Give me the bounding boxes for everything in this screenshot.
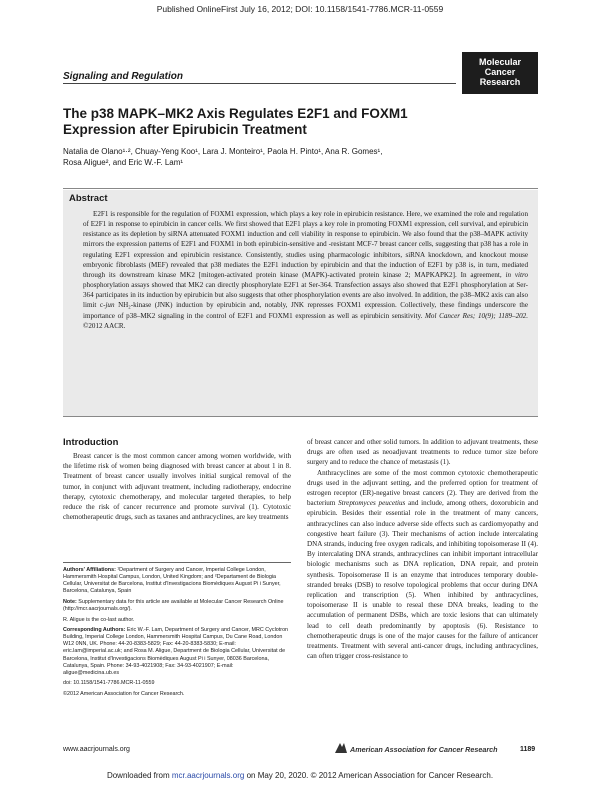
footnote-rule xyxy=(63,562,291,563)
supplementary-note: Note: Supplementary data for this article are available at Molecular Cancer Research Online (http://mcr.aacrjournals.org/). xyxy=(63,598,284,612)
journal-name-line: Cancer xyxy=(484,67,516,77)
download-link[interactable]: mcr.aacrjournals.org xyxy=(171,771,245,780)
footer-url[interactable]: www.aacrjournals.org xyxy=(63,746,130,753)
author-line: Rosa Aligue², and Eric W.-F. Lam¹ xyxy=(63,158,184,167)
abstract-italic: jun xyxy=(105,301,115,310)
abstract-segment: E2F1 is responsible for the regulation of FOXM1 expression, which plays a key role in epirubicin resistance. Here, we examined the role and regulation of E2F1 in response to epirubicin in cancer cells. We first showed that E2F1 plays a key role in promoting FOXM1 expression, cell survival, and epirubicin resistance as its depletion by siRNA attenuated FOXM1 induction and cell viability in response to epirubicin. We also found that the p38–MAPK activity mirrors the expression patterns of E2F1 and FOXM1 in both epirubicin-sensitive and -resistant MCF-7 breast cancer cells, suggesting that p38 has a role in regulating E2F1 expression and epirubicin resistance. Consistently, studies using pharmacologic inhibitors, siRNA knockdown, and knockout mouse embryonic fibroblasts (MEF) revealed that p38 mediates the E2F1 induction by epirubicin and that the induction of E2F1 by p38 is, in turn, mediated through its downstream kinase MK2 [mitogen-activated protein kinase (MAPK)-activated protein kinase 2; MAPKAPK2]. In agreement, xyxy=(83,210,528,279)
author-line: Natalia de Olano¹·², Chuay-Yeng Koo¹, Lara J. Monteiro¹, Paola H. Pinto¹, Ana R. Gomes¹, xyxy=(63,147,383,156)
aacr-logo-icon xyxy=(334,742,348,754)
author-list xyxy=(63,146,503,168)
right-paragraph: of breast cancer and other solid tumors. In addition to adjuvant treatments, these drugs are often used as neoadjuvant treatments to reduce tumor size before surgery and to reduce the chance of metastasis (1). xyxy=(307,438,538,467)
journal-name-line: Research xyxy=(479,77,521,87)
aacr-footer-name: American Association for Cancer Research xyxy=(350,745,498,754)
section-label: Signaling and Regulation xyxy=(63,71,183,82)
doi-line: doi: 10.1158/1541-7786.MCR-11-0559 xyxy=(63,680,155,687)
copyright-line: ©2012 American Association for Cancer Research. xyxy=(63,690,185,697)
page-number: 1189 xyxy=(520,746,536,753)
affiliations-footnote xyxy=(63,567,291,702)
abstract-copyright: ©2012 AACR. xyxy=(83,321,126,330)
abstract-segment: NH₂-kinase (JNK) induction by epirubicin and, notably, JNK represses FOXM1 expression. Collectively, these findings underscore the importance of p38–MK2 signaling in the control of E2F1 and FOXM1 expression as well as epirubicin sensitivity. xyxy=(83,301,529,320)
authors-affiliations: Authors' Affiliations: ¹Department of Surgery and Cancer, Imperial College London, Hammersmith Hospital Campus, London, United Kingdom; and ²Departament de Biologia Cellular, Universitat de Barcelona, Institut d'Investigacions Biomèdiques August Pi i Sunyer, Barcelona, Catalunya, Spain xyxy=(63,567,281,595)
right-paragraph: Anthracyclines are some of the most common cytotoxic chemotherapeutic drugs used in the adjuvant setting, and the preferred option for treatment of estrogen receptor (ER)-negative breast cancers (2). They are derived from the bacterium Streptomyces peucetius and include, among others, doxorubicin and epirubicin. Besides their essential role in the treatment of many cancers, anthracyclines can also induce adverse side effects such as cardiomyopathy and congestive heart failure (3). Their mechanisms of action include intercalating DNA strands, inducing free oxygen radicals, and inhibiting topoisomerase II (4). By intercalating DNA strands, anthracyclines can inhibit important intracellular biologic mechanisms such as DNA replication, DNA repair, and protein synthesis. Topoisomerase II is an enzyme that introduces temporary double-stranded breaks (DSB) to resolve topological problems that occur during DNA replication and transcription (5). When inhibited by anthracyclines, topoisomerase II is unable to reseal these DNA breaks, leading to the accumulation of permanent DSBs, which are toxic lesions that can ultimately lead to cell death predominantly by apoptosis (6). Resistance to chemotherapeutic drugs is one of the major causes for the failure of anticancer treatments. Treatment with several anti-cancer drugs, including anthracyclines, can often trigger cross-resistance to xyxy=(307,468,538,661)
introduction-heading: Introduction xyxy=(63,437,119,448)
corresponding-authors: Corresponding Authors: Eric W.-F. Lam, Department of Surgery and Cancer, MRC Cyclotron Building, Imperial College London, Hammersmith Hospital Campus, Du Cane Road, London W12 0NN, UK. Phone: 44-20-8383-5829; Fax: 44-20-8383-5830; E-mail: eric.lam@imperial.ac.uk; and Rosa M. Aligue, Department de Biologia Cellular, Universitat de Barcelona, Institut d'Investigacions Biomèdiques August Pi i Sunyer, 08036 Barcelona, Catalunya, Spain. Phone: 34-93-4021908; Fax: 34-93-4021907; E-mail: aligue@medicina.ub.es xyxy=(63,627,289,676)
introduction-paragraph: Breast cancer is the most common cancer among women worldwide, with the lifetime risk of women being diagnosed with breast cancer at about 1 in 8. Treatment of breast cancer usually involves initial surgical removal of the tumor, in conjunct with adjuvant treatment, including radiotherapy, endocrine therapy, cytotoxic chemotherapy, and molecular targeted therapies, to help reduce the risk of cancer recurrence and promote survival (1). Cytotoxic chemotherapeutic drugs, such as taxanes and anthracyclines, are key treatments xyxy=(63,452,291,522)
abstract-citation: Mol Cancer Res; 10(9); 1189–202. xyxy=(425,311,529,320)
abstract-italic: in vitro xyxy=(505,270,528,279)
right-column xyxy=(307,437,538,661)
abstract-top-rule xyxy=(63,188,538,189)
abstract-text xyxy=(83,209,528,331)
co-author-note: R. Aligue is the co-last author. xyxy=(63,616,135,623)
published-banner: Published OnlineFirst July 16, 2012; DOI: 10.1158/1541-7786.MCR-11-0559 xyxy=(156,4,444,14)
abstract-segment: phosphorylation assays showed that MK2 can directly phosphorylate E2F1 at Ser-364. Transfection assays also showed that E2F1 phosphorylation at Ser-364 participates in its induction by epirubicin but also suggests that other phosphorylation events are also involved. In addition, the p38–MK2 axis can also limit c- xyxy=(83,281,528,310)
abstract-bottom-rule xyxy=(63,416,538,417)
download-banner: Downloaded from mcr.aacrjournals.org on May 20, 2020. © 2012 American Association for Cancer Research. xyxy=(106,771,494,780)
abstract-heading: Abstract xyxy=(69,193,108,204)
header-rule xyxy=(63,83,456,84)
article-title: The p38 MAPK–MK2 Axis Regulates E2F1 and FOXM1 Expression after Epirubicin Treatment xyxy=(63,106,408,137)
journal-logo-box xyxy=(462,52,538,94)
journal-name-line: Molecular xyxy=(478,57,521,67)
